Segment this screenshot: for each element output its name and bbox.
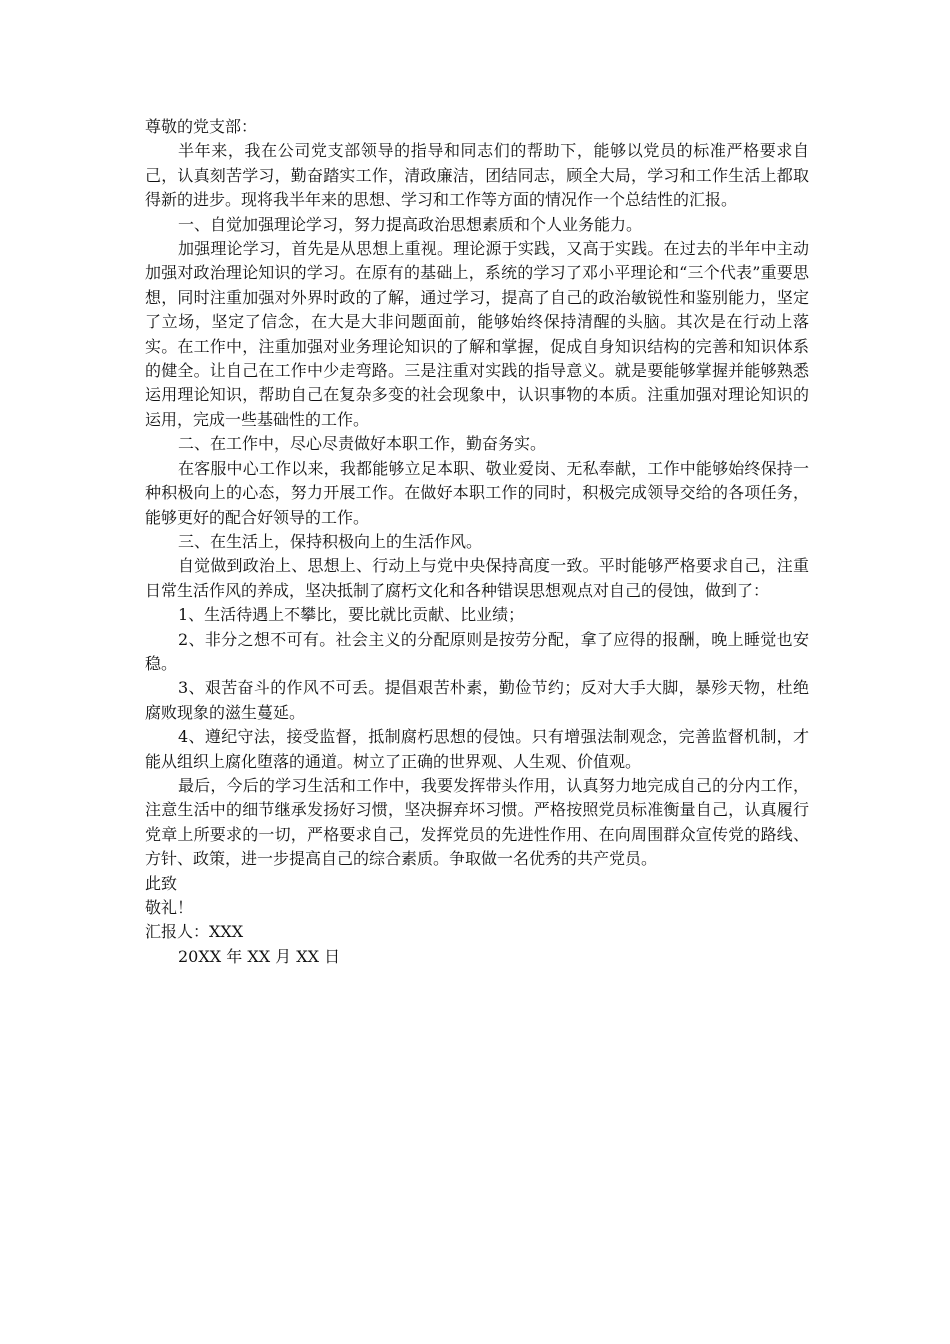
report-date: 20XX 年 XX 月 XX 日 bbox=[178, 946, 341, 966]
closing-line-2: 敬礼！ bbox=[145, 898, 194, 917]
list-item-1: 1、生活待遇上不攀比，要比就比贡献、比业绩； bbox=[178, 605, 525, 625]
paragraph-conclusion: 最后，今后的学习生活和工作中，我要发挥带头作用，认真努力地完成自己的分内工作，注意生活中的细节继承发扬好习惯，坚决摒弃坏习惯。严格按照党员标准衡量自己，认真履行党章上所要求的一切，严格要求自己，发挥党员的先进性作用、在向周围群众宣传党的路线、方针、政策，进一步提高自己的综合素质。争取做一名优秀的共产党员。 bbox=[145, 775, 809, 869]
reporter-signature: 汇报人：XXX bbox=[145, 922, 244, 942]
paragraph-life: 自觉做到政治上、思想上、行动上与党中央保持高度一致。平时能够严格要求自己，注重日常生活作风的养成，坚决抵制了腐朽文化和各种错误思想观点对自己的侵蚀，做到了： bbox=[145, 556, 809, 600]
salutation: 尊敬的党支部： bbox=[145, 117, 258, 136]
list-item-3: 3、艰苦奋斗的作风不可丢。提倡艰苦朴素，勤俭节约；反对大手大脚，暴殄天物，杜绝腐败现象的滋生蔓延。 bbox=[145, 678, 809, 722]
list-item-2: 2、非分之想不可有。社会主义的分配原则是按劳分配，拿了应得的报酬，晚上睡觉也安稳。 bbox=[145, 629, 809, 673]
section-heading-1: 一、自觉加强理论学习，努力提高政治思想素质和个人业务能力。 bbox=[178, 214, 643, 234]
paragraph-theory: 加强理论学习，首先是从思想上重视。理论源于实践，又高于实践。在过去的半年中主动加强对政治理论知识的学习。在原有的基础上，系统的学习了邓小平理论和“三个代表”重要思想，同时注重加强对外界时政的了解，通过学习，提高了自己的政治敏锐性和鉴别能力，坚定了立场，坚定了信念，在大是大非问题面前，能够始终保持清醒的头脑。其次是在行动上落实。在工作中，注重加强对业务理论知识的了解和掌握，促成自身知识结构的完善和知识体系的健全。让自己在工作中少走弯路。三是注重对实践的指导意义。就是要能够掌握并能够熟悉运用理论知识，帮助自己在复杂多变的社会现象中，认识事物的本质。注重加强对理论知识的运用，完成一些基础性的工作。 bbox=[145, 239, 809, 429]
paragraph-work: 在客服中心工作以来，我都能够立足本职、敬业爱岗、无私奉献，工作中能够始终保持一种积极向上的心态，努力开展工作。在做好本职工作的同时，积极完成领导交给的各项任务，能够更好的配合好领导的工作。 bbox=[145, 458, 809, 527]
section-heading-2: 二、在工作中，尽心尽责做好本职工作，勤奋务实。 bbox=[178, 434, 547, 454]
section-heading-3: 三、在生活上，保持积极向上的生活作风。 bbox=[178, 531, 483, 551]
list-item-4: 4、遵纪守法，接受监督，抵制腐朽思想的侵蚀。只有增强法制观念，完善监督机制，才能从组织上腐化堕落的通道。树立了正确的世界观、人生观、价值观。 bbox=[145, 727, 809, 771]
closing-line-1: 此致 bbox=[145, 873, 178, 893]
paragraph-intro: 半年来，我在公司党支部领导的指导和同志们的帮助下，能够以党员的标准严格要求自己，认真刻苦学习，勤奋踏实工作，清政廉洁，团结同志，顾全大局，学习和工作生活上都取得新的进步。现将我半年来的思想、学习和工作等方面的情况作一个总结性的汇报。 bbox=[145, 141, 809, 210]
document-page bbox=[145, 115, 809, 969]
